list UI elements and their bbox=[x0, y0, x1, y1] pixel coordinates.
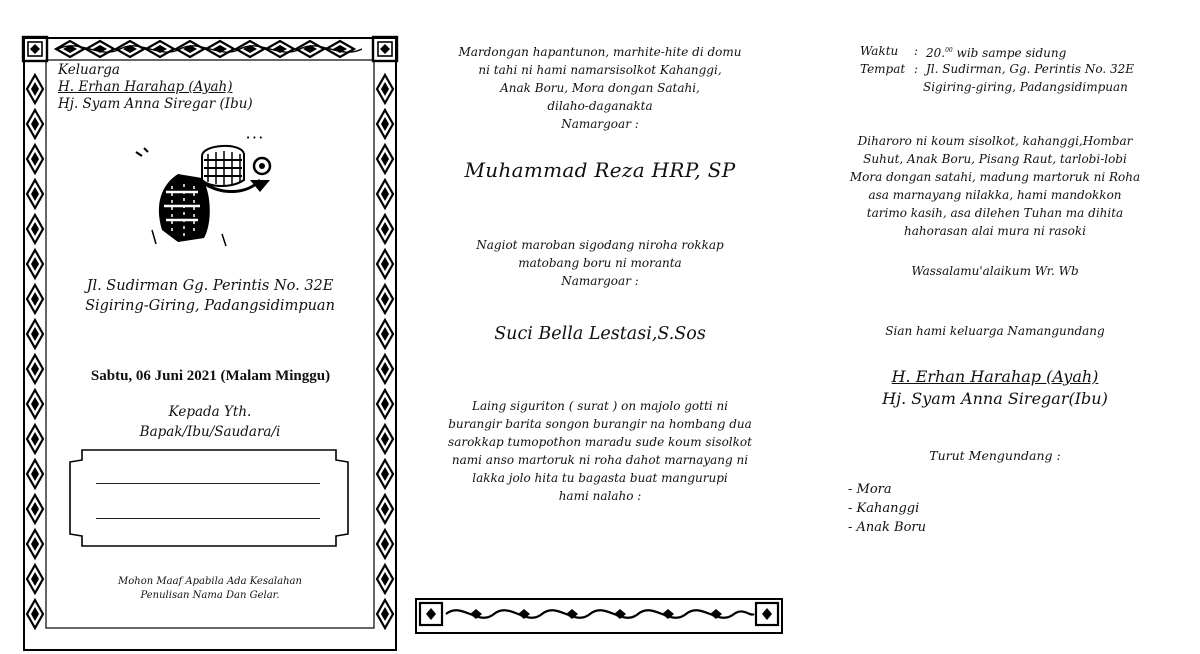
co-invite-item: - Kahanggi bbox=[848, 501, 920, 516]
groom-name: Muhammad Reza HRP, SP bbox=[464, 158, 736, 182]
apology-note bbox=[80, 575, 340, 603]
ornamental-border bbox=[20, 34, 400, 654]
bride-intro-line: Namargoar : bbox=[561, 274, 639, 288]
bride-intro-line: matobang boru ni moranta bbox=[518, 256, 682, 270]
intro-line: Namargoar : bbox=[561, 117, 639, 131]
letter-line: sarokkap tumopothon maradu sude koum sisolkot bbox=[448, 435, 752, 449]
letter-line: burangir barita songon burangir na hombang dua bbox=[448, 417, 752, 431]
mother-name: Hj. Syam Anna Siregar (Ibu) bbox=[58, 96, 253, 112]
closing-greeting: Wassalamu'alaikum Wr. Wb bbox=[911, 264, 1079, 278]
host-father: H. Erhan Harahap (Ayah) bbox=[891, 367, 1099, 386]
time-colon: : bbox=[914, 44, 919, 58]
host-mother: Hj. Syam Anna Siregar(Ibu) bbox=[882, 389, 1108, 408]
closing-line: tarimo kasih, asa dilehen Tuhan ma dihita bbox=[866, 206, 1124, 220]
recipient-heading bbox=[60, 402, 360, 442]
closing-line: hahorasan alai mura ni rasoki bbox=[904, 224, 1086, 238]
co-invite-label: Turut Mengundang : bbox=[929, 448, 1061, 463]
traditional-headdress-illustration bbox=[132, 134, 280, 250]
address-block bbox=[60, 276, 360, 316]
co-invite-item: - Anak Boru bbox=[848, 520, 927, 535]
closing-text bbox=[845, 132, 1145, 240]
intro-line: dilaho-daganakta bbox=[547, 99, 653, 113]
event-date: Sabtu, 06 Juni 2021 (Malam Minggu) bbox=[90, 368, 331, 384]
time-label: Waktu bbox=[860, 44, 899, 58]
time-minute: 00 bbox=[945, 47, 953, 54]
recipient-name-line-1 bbox=[96, 483, 320, 484]
recipient-name-line-2 bbox=[96, 518, 320, 519]
family-label: Keluarga bbox=[58, 62, 120, 78]
place-colon: : bbox=[914, 62, 919, 76]
intro-line: Anak Boru, Mora dongan Satahi, bbox=[500, 81, 700, 95]
bottom-ornamental-border bbox=[414, 595, 784, 635]
letter-line: Laing siguriton ( surat ) on majolo gotti ni bbox=[471, 399, 729, 413]
intro-line: Mardongan hapantunon, marhite-hite di domu bbox=[458, 45, 742, 59]
closing-line: Diharoro ni koum sisolkot, kahanggi,Hombar bbox=[857, 134, 1133, 148]
to-recipient: Bapak/Ibu/Saudara/i bbox=[139, 424, 281, 440]
letter-line: hami nalaho : bbox=[558, 489, 642, 503]
intro-line: ni tahi ni hami namarsisolkot Kahanggi, bbox=[478, 63, 722, 77]
to-label: Kepada Yth. bbox=[168, 404, 252, 420]
address-line-1: Jl. Sudirman Gg. Perintis No. 32E bbox=[86, 278, 334, 294]
apology-line-2: Penulisan Nama Dan Gelar. bbox=[140, 590, 280, 601]
bride-name: Suci Bella Lestasi,S.Sos bbox=[494, 324, 706, 344]
time-hour: 20. bbox=[926, 46, 946, 60]
place-label: Tempat bbox=[860, 62, 906, 76]
place-line-2: Sigiring-giring, Padangsidimpuan bbox=[923, 80, 1128, 94]
svg-text:• • •: • • • bbox=[246, 134, 263, 142]
bride-intro-text bbox=[440, 236, 760, 290]
time-rest: wib sampe sidung bbox=[952, 46, 1067, 60]
closing-line: Suhut, Anak Boru, Pisang Raut, tarlobi-lobi bbox=[863, 152, 1127, 166]
time-value bbox=[926, 42, 1066, 62]
closing-line: Mora dongan satahi, madung martoruk ni Roha bbox=[849, 170, 1141, 184]
closing-line: asa marnayang nilakka, hami mandokkon bbox=[868, 188, 1122, 202]
address-line-2: Sigiring-Giring, Padangsidimpuan bbox=[85, 298, 335, 314]
letter-line: nami anso martoruk ni roha dahot marnayang ni bbox=[451, 453, 749, 467]
co-invite-item: - Mora bbox=[848, 482, 892, 497]
bride-intro-line: Nagiot maroban sigodang niroha rokkap bbox=[476, 238, 724, 252]
from-label: Sian hami keluarga Namangundang bbox=[885, 324, 1105, 338]
co-invite-list bbox=[848, 480, 926, 537]
apology-line-1: Mohon Maaf Apabila Ada Kesalahan bbox=[118, 576, 302, 587]
groom-intro-text bbox=[440, 43, 760, 133]
place-line-1: Jl. Sudirman, Gg. Perintis No. 32E bbox=[926, 62, 1135, 76]
family-block bbox=[58, 62, 253, 113]
letter-text bbox=[440, 397, 760, 505]
letter-line: lakka jolo hita tu bagasta buat mangurupi bbox=[472, 471, 728, 485]
recipient-name-box bbox=[68, 448, 350, 548]
father-name: H. Erhan Harahap (Ayah) bbox=[58, 79, 233, 95]
